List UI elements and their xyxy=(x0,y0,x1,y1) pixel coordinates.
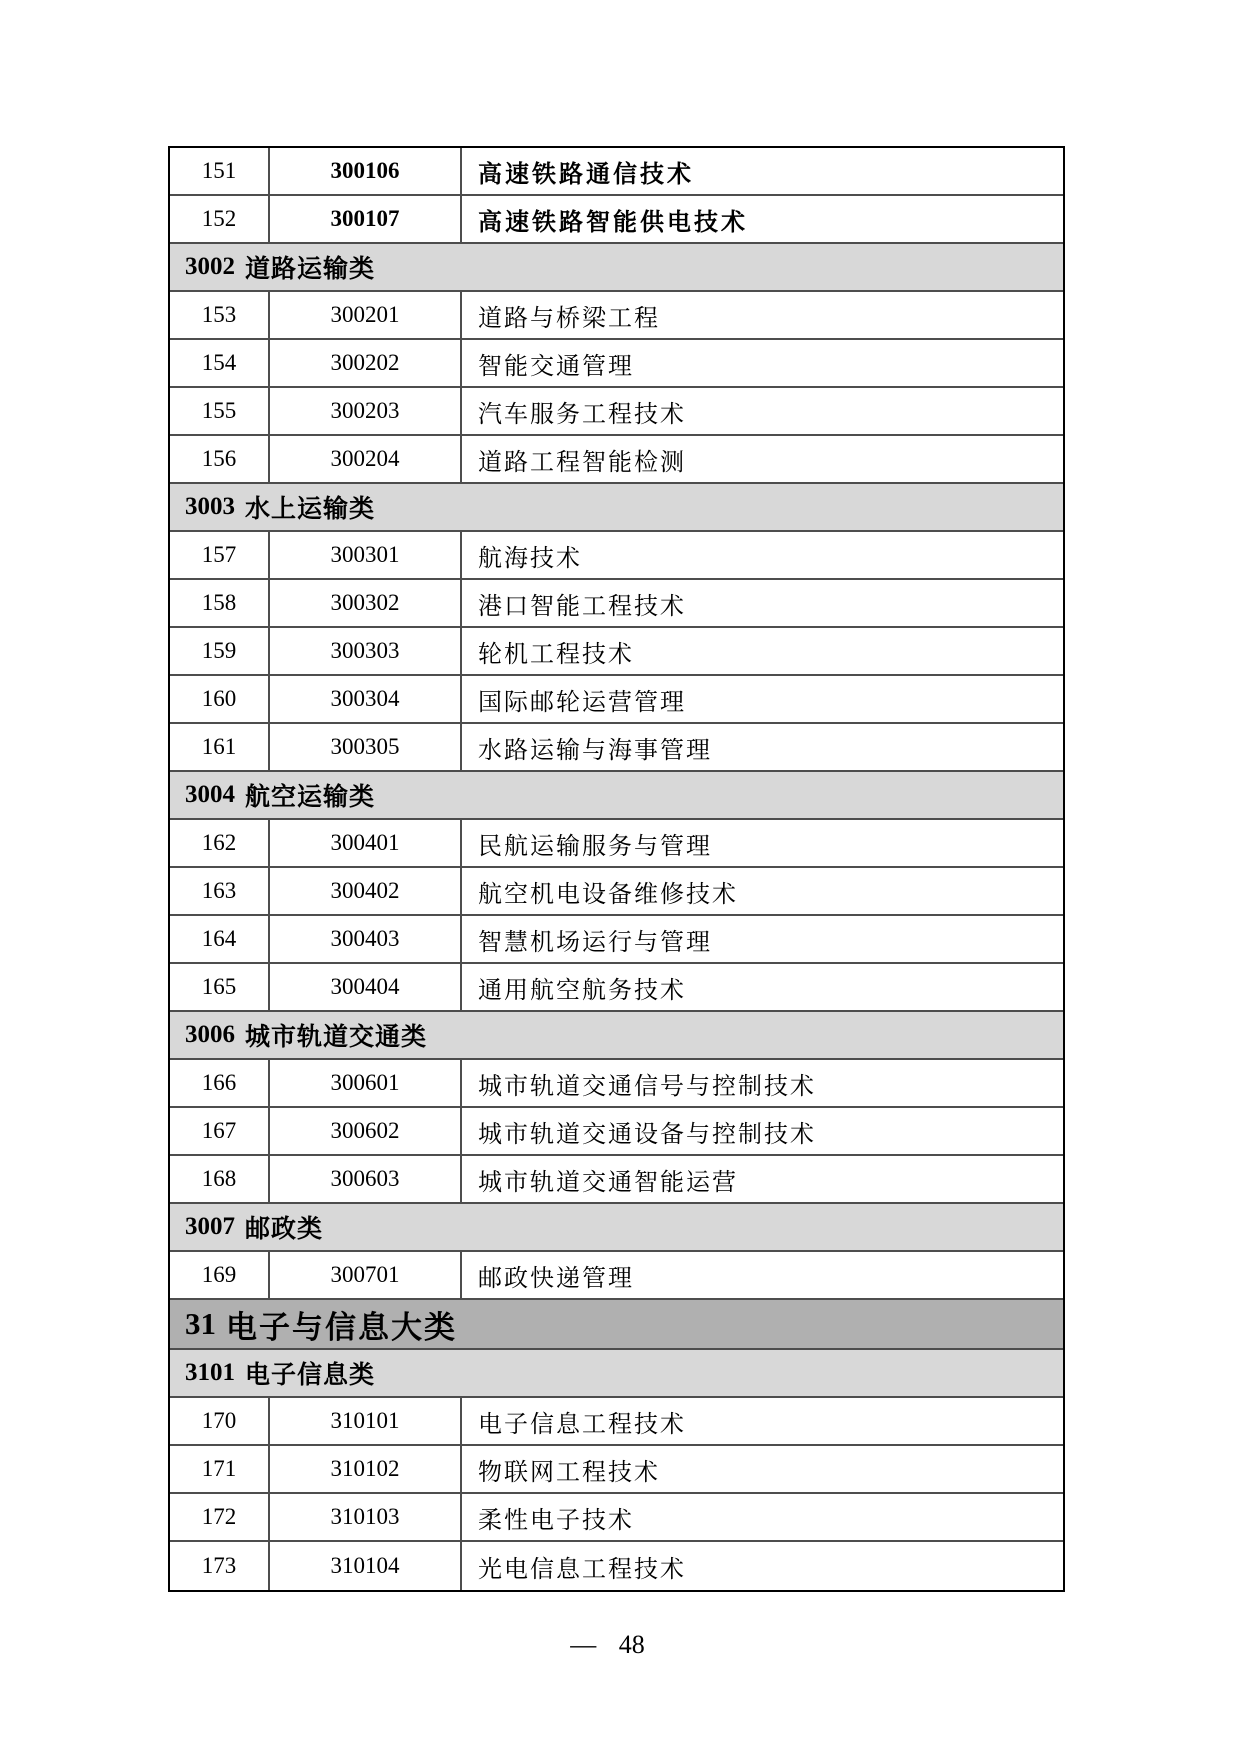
major-name-cell: 智慧机场运行与管理 xyxy=(478,929,712,956)
major-code-cell: 300106 xyxy=(270,148,462,194)
table-row xyxy=(170,580,1063,628)
major-category-header-row xyxy=(170,1300,1063,1350)
row-number-cell: 161 xyxy=(170,724,270,770)
major-code-cell: 300601 xyxy=(270,1060,462,1106)
row-number-cell: 159 xyxy=(170,628,270,674)
row-number-cell: 162 xyxy=(170,820,270,866)
major-code-cell: 300403 xyxy=(270,916,462,962)
major-code-cell: 300701 xyxy=(270,1252,462,1298)
major-code-cell: 300202 xyxy=(270,340,462,386)
major-code-cell: 310102 xyxy=(270,1446,462,1492)
category-header-row xyxy=(170,1204,1063,1252)
table-row xyxy=(170,724,1063,772)
major-name-cell: 高速铁路通信技术 xyxy=(478,160,694,188)
table-row xyxy=(170,340,1063,388)
category-code: 3002 xyxy=(185,253,235,280)
category-header-row xyxy=(170,1012,1063,1060)
table-row xyxy=(170,196,1063,244)
table-row xyxy=(170,532,1063,580)
category-title: 水上运输类 xyxy=(245,495,376,523)
category-header-row xyxy=(170,244,1063,292)
major-code-cell: 300201 xyxy=(270,292,462,338)
major-code-cell: 310104 xyxy=(270,1542,462,1590)
table-row xyxy=(170,1108,1063,1156)
category-code: 3101 xyxy=(185,1359,235,1386)
majors-table xyxy=(168,146,1065,1592)
category-title: 道路运输类 xyxy=(245,255,376,283)
category-header-row xyxy=(170,484,1063,532)
row-number-cell: 173 xyxy=(170,1542,270,1590)
major-name-cell: 民航运输服务与管理 xyxy=(478,833,712,860)
major-code-cell: 300402 xyxy=(270,868,462,914)
category-header-row xyxy=(170,1350,1063,1398)
major-name-cell: 物联网工程技术 xyxy=(478,1459,660,1486)
major-name-cell: 光电信息工程技术 xyxy=(478,1556,686,1583)
row-number-cell: 155 xyxy=(170,388,270,434)
table-row xyxy=(170,916,1063,964)
major-code-cell: 310103 xyxy=(270,1494,462,1540)
major-code-cell: 300204 xyxy=(270,436,462,482)
row-number-cell: 169 xyxy=(170,1252,270,1298)
row-number-cell: 152 xyxy=(170,196,270,242)
major-name-cell: 道路工程智能检测 xyxy=(478,449,686,476)
major-code-cell: 300603 xyxy=(270,1156,462,1202)
major-name-cell: 柔性电子技术 xyxy=(478,1507,634,1534)
table-row xyxy=(170,1252,1063,1300)
row-number-cell: 153 xyxy=(170,292,270,338)
row-number-cell: 158 xyxy=(170,580,270,626)
table-row xyxy=(170,1060,1063,1108)
category-title: 城市轨道交通类 xyxy=(245,1023,428,1051)
major-name-cell: 航空机电设备维修技术 xyxy=(478,881,738,908)
table-row xyxy=(170,964,1063,1012)
major-name-cell: 邮政快递管理 xyxy=(478,1265,634,1292)
table-row xyxy=(170,676,1063,724)
category-title: 航空运输类 xyxy=(245,783,376,811)
row-number-cell: 157 xyxy=(170,532,270,578)
major-code-cell: 310101 xyxy=(270,1398,462,1444)
row-number-cell: 151 xyxy=(170,148,270,194)
major-name-cell: 城市轨道交通智能运营 xyxy=(478,1169,738,1196)
major-code-cell: 300404 xyxy=(270,964,462,1010)
major-name-cell: 高速铁路智能供电技术 xyxy=(478,208,748,236)
major-name-cell: 电子信息工程技术 xyxy=(478,1411,686,1438)
category-code: 3004 xyxy=(185,781,235,808)
major-name-cell: 水路运输与海事管理 xyxy=(478,737,712,764)
page-number: — 48 xyxy=(570,1630,645,1659)
major-code-cell: 300107 xyxy=(270,196,462,242)
major-code-cell: 300203 xyxy=(270,388,462,434)
major-name-cell: 港口智能工程技术 xyxy=(478,593,686,620)
major-code-cell: 300301 xyxy=(270,532,462,578)
row-number-cell: 172 xyxy=(170,1494,270,1540)
major-name-cell: 轮机工程技术 xyxy=(478,641,634,668)
major-name-cell: 国际邮轮运营管理 xyxy=(478,689,686,716)
row-number-cell: 165 xyxy=(170,964,270,1010)
row-number-cell: 154 xyxy=(170,340,270,386)
table-row xyxy=(170,148,1063,196)
major-code-cell: 300602 xyxy=(270,1108,462,1154)
row-number-cell: 171 xyxy=(170,1446,270,1492)
major-name-cell: 航海技术 xyxy=(478,545,582,572)
table-row xyxy=(170,1398,1063,1446)
row-number-cell: 156 xyxy=(170,436,270,482)
table-row xyxy=(170,436,1063,484)
category-code: 3003 xyxy=(185,493,235,520)
major-name-cell: 智能交通管理 xyxy=(478,353,634,380)
row-number-cell: 167 xyxy=(170,1108,270,1154)
table-row xyxy=(170,1494,1063,1542)
major-code-cell: 300305 xyxy=(270,724,462,770)
category-title: 邮政类 xyxy=(245,1215,324,1243)
row-number-cell: 170 xyxy=(170,1398,270,1444)
major-name-cell: 城市轨道交通设备与控制技术 xyxy=(478,1121,816,1148)
category-code: 3006 xyxy=(185,1021,235,1048)
major-code-cell: 300303 xyxy=(270,628,462,674)
row-number-cell: 163 xyxy=(170,868,270,914)
row-number-cell: 160 xyxy=(170,676,270,722)
table-row xyxy=(170,1156,1063,1204)
category-code: 31 xyxy=(185,1306,216,1341)
major-code-cell: 300302 xyxy=(270,580,462,626)
category-title: 电子信息类 xyxy=(245,1361,376,1389)
row-number-cell: 168 xyxy=(170,1156,270,1202)
table-row xyxy=(170,820,1063,868)
table-row xyxy=(170,1446,1063,1494)
table-row xyxy=(170,868,1063,916)
major-code-cell: 300304 xyxy=(270,676,462,722)
table-row xyxy=(170,628,1063,676)
category-header-row xyxy=(170,772,1063,820)
major-name-cell: 汽车服务工程技术 xyxy=(478,401,686,428)
major-name-cell: 城市轨道交通信号与控制技术 xyxy=(478,1073,816,1100)
table-row xyxy=(170,1542,1063,1590)
major-code-cell: 300401 xyxy=(270,820,462,866)
table-row xyxy=(170,388,1063,436)
category-code: 3007 xyxy=(185,1213,235,1240)
table-row xyxy=(170,292,1063,340)
major-name-cell: 通用航空航务技术 xyxy=(478,977,686,1004)
major-name-cell: 道路与桥梁工程 xyxy=(478,305,660,332)
row-number-cell: 166 xyxy=(170,1060,270,1106)
row-number-cell: 164 xyxy=(170,916,270,962)
category-title: 电子与信息大类 xyxy=(226,1309,457,1345)
